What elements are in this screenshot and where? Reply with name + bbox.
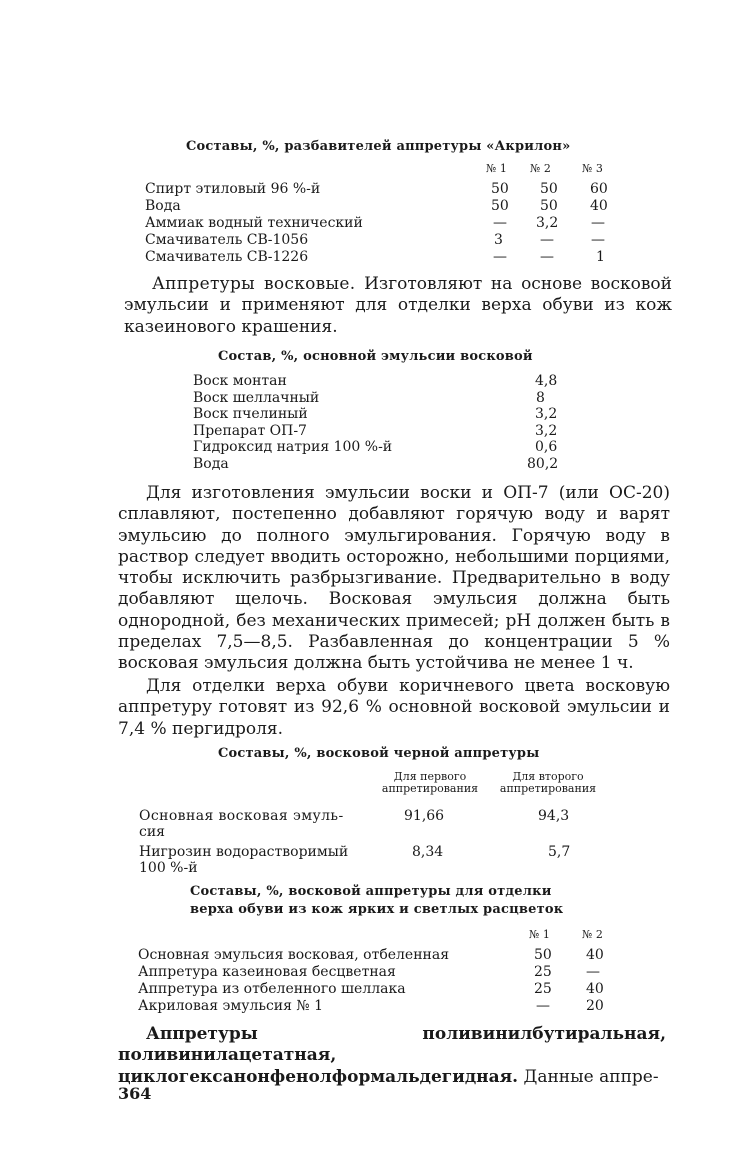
cell-value: — <box>493 215 507 231</box>
table-row <box>0 423 744 440</box>
table-row <box>0 860 744 877</box>
cell-value: — <box>591 232 605 248</box>
table1-col-3: № 3 <box>582 162 603 175</box>
table-row <box>0 406 744 423</box>
table4-col-1: № 1 <box>529 928 550 941</box>
cell-value: 40 <box>590 198 608 214</box>
table4-caption-line-1: Составы, %, восковой аппретуры для отделки <box>190 884 552 899</box>
table-row <box>0 981 744 998</box>
lead-term: Аппретуры поливинилбутиральная, поливинилацетатная, циклогексанонфенолформальдегидная. <box>118 1024 666 1087</box>
table-row <box>0 844 744 861</box>
paragraph-emulsion-method <box>118 483 670 675</box>
table4-caption-line-2: верха обуви из кож ярких и светлых расцветок <box>190 902 564 917</box>
cell-value: 50 <box>534 947 552 963</box>
table-row <box>0 249 744 266</box>
row-label: Гидроксид натрия 100 %-й <box>193 439 393 455</box>
cell-value: — <box>540 249 554 265</box>
paragraph-polyvinyl <box>118 1024 666 1088</box>
row-label: Воск монтан <box>193 373 287 389</box>
cell-value: 25 <box>534 964 552 980</box>
table-row <box>0 964 744 981</box>
table-row <box>0 947 744 964</box>
row-label: Аммиак водный технический <box>145 215 363 231</box>
table-row <box>0 998 744 1015</box>
table-row <box>0 808 744 825</box>
cell-value: 3 <box>494 232 503 248</box>
table-row <box>0 198 744 215</box>
cell-value: 50 <box>491 181 509 197</box>
row-label: Основная эмульсия восковая, отбеленная <box>138 947 450 963</box>
table1-caption: Составы, %, разбавителей аппретуры «Акрилон» <box>186 139 571 154</box>
row-label: Смачиватель СВ-1226 <box>145 249 309 265</box>
cell-value: 3,2 <box>535 406 558 422</box>
row-label-cont: 100 %-й <box>139 860 198 876</box>
lead-term: Аппретуры восковые. <box>152 274 356 294</box>
paragraph-waxes <box>124 274 672 338</box>
cell-value: 25 <box>534 981 552 997</box>
table-row <box>0 390 744 407</box>
row-label-cont: сия <box>139 824 166 840</box>
cell-value: — <box>540 232 554 248</box>
paragraph-text: Для изготовления эмульсии воски и ОП-7 (или ОС-20) сплавляют, постепенно добавляют горячую воду и варят эмульсию до полного эмульгирования. Горячую воду в раствор следует вводить осторожно, небольшими порциями, чтобы исключить разбрызгивание. Предварительно в воду добавляют щелочь. Восковая эмульсия должна быть однородной, без механических примесей; pH должен быть в пределах 7,5—8,5. Разбавленная до концентрации 5 % восковая эмульсия должна быть устойчива не менее 1 ч. <box>118 483 670 674</box>
table2-caption: Состав, %, основной эмульсии восковой <box>218 349 533 364</box>
cell-value: 40 <box>586 947 604 963</box>
page-number: 364 <box>118 1084 152 1103</box>
table3-col-2: Для второго аппретирования <box>499 770 597 795</box>
row-label: Воск шеллачный <box>193 389 320 406</box>
table1-col-2: № 2 <box>530 162 551 175</box>
cell-value: — <box>591 215 605 231</box>
row-label: Вода <box>193 455 229 472</box>
cell-value: 0,6 <box>535 439 558 455</box>
paragraph-text: Изготовляют на основе восковой эмульсии и применяют для отделки верха обуви из кож казеинового крашения. <box>124 274 673 337</box>
table3-col-1: Для первого аппретирования <box>381 770 479 795</box>
cell-value: — <box>493 249 507 265</box>
cell-value: 5,7 <box>548 844 571 860</box>
table-row <box>0 456 744 473</box>
row-label: Аппретура из отбеленного шеллака <box>138 981 406 997</box>
cell-value: 50 <box>540 181 558 197</box>
table-row <box>0 373 744 390</box>
row-label: Вода <box>145 198 181 214</box>
cell-value: — <box>536 998 550 1014</box>
row-label: Аппретура казеиновая бесцветная <box>138 964 396 980</box>
cell-value: 80,2 <box>527 455 559 472</box>
cell-value: 3,2 <box>536 215 559 231</box>
cell-value: 94,3 <box>538 808 570 824</box>
cell-value: — <box>586 964 600 980</box>
paragraph-text: Данные аппре- <box>523 1066 659 1087</box>
row-label: Смачиватель СВ-1056 <box>145 232 309 248</box>
table3-caption: Составы, %, восковой черной аппретуры <box>218 746 540 761</box>
cell-value: 50 <box>491 198 509 214</box>
paragraph-brown-finish <box>118 676 670 740</box>
cell-value: 60 <box>590 181 608 197</box>
row-label: Акриловая эмульсия № 1 <box>138 998 324 1014</box>
cell-value: 8,34 <box>412 844 444 860</box>
cell-value: 8 <box>536 389 545 406</box>
cell-value: 50 <box>540 198 558 214</box>
table1-col-1: № 1 <box>486 162 507 175</box>
table-row <box>0 824 744 841</box>
cell-value: 20 <box>586 998 604 1014</box>
cell-value: 1 <box>596 249 605 265</box>
table-row <box>0 215 744 232</box>
row-label: Препарат ОП-7 <box>193 422 307 439</box>
row-label: Основная восковая эмуль- <box>139 808 344 824</box>
row-label: Спирт этиловый 96 %-й <box>145 181 321 197</box>
table-row <box>0 439 744 456</box>
table4-header <box>0 926 744 943</box>
paragraph-text: Для отделки верха обуви коричневого цвета восковую аппретуру готовят из 92,6 % основной восковой эмульсии и 7,4 % пергидроля. <box>118 676 670 739</box>
row-label: Нигрозин водорастворимый <box>139 844 349 860</box>
table4-col-2: № 2 <box>582 928 603 941</box>
cell-value: 4,8 <box>535 373 558 389</box>
cell-value: 40 <box>586 981 604 997</box>
table1-header <box>0 160 744 177</box>
table-row <box>0 232 744 249</box>
cell-value: 91,66 <box>404 808 445 824</box>
table-row <box>0 181 744 198</box>
row-label: Воск пчелиный <box>193 406 308 422</box>
cell-value: 3,2 <box>535 422 558 439</box>
